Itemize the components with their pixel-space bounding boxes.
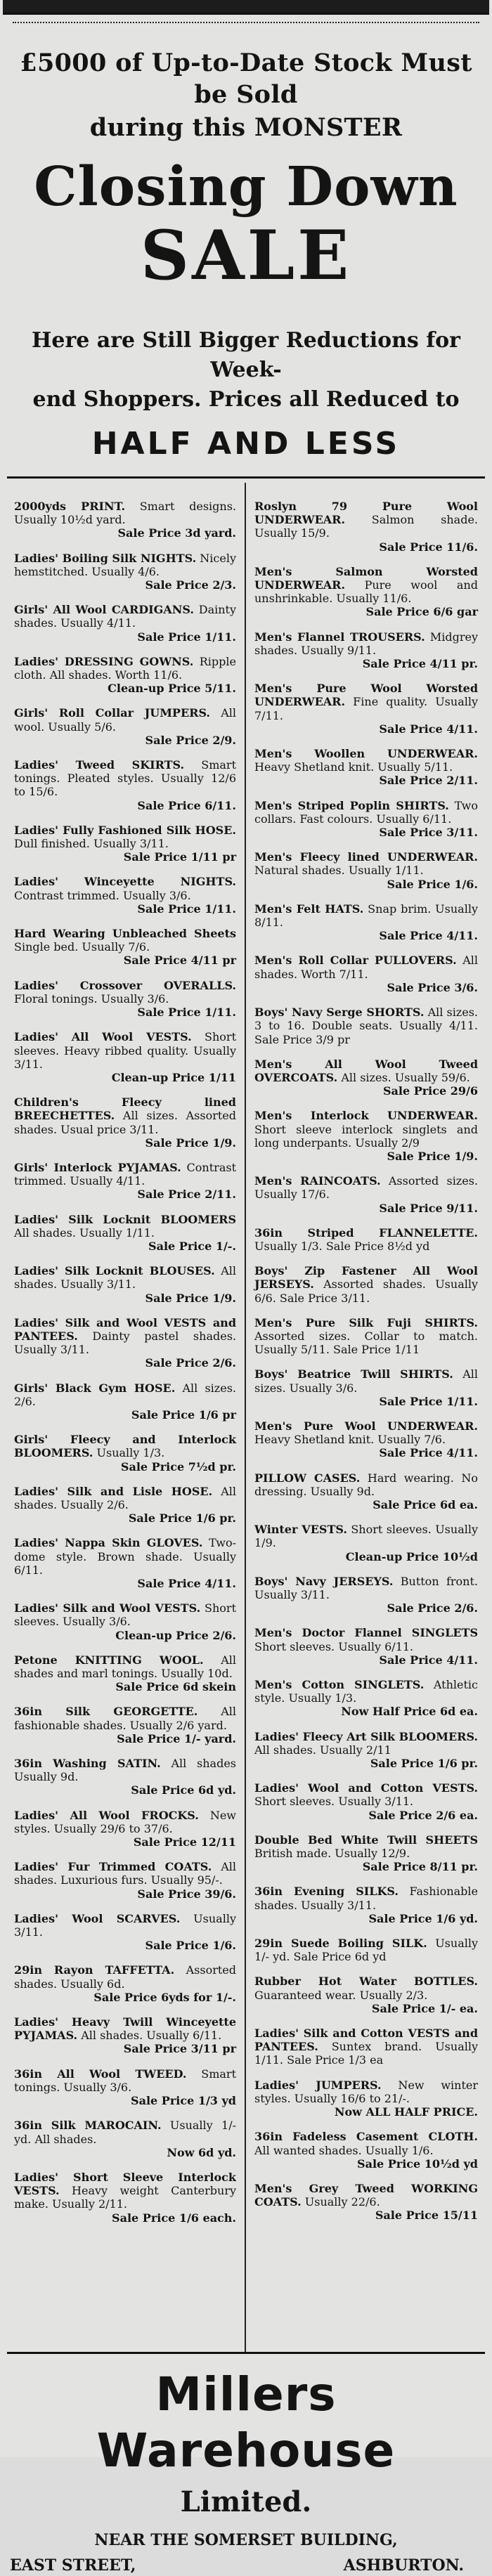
item-sale-price: Sale Price 4/11.: [379, 722, 478, 736]
item-sale-price: Sale Price 1/- yard.: [117, 1731, 236, 1745]
sale-item: [14, 1161, 236, 1202]
item-sale-price: Sale Price 3/6.: [387, 980, 478, 994]
sale-item: [254, 1626, 478, 1667]
item-description: All sizes. Assorted shades. Usual price 3/11.: [14, 1109, 236, 1136]
item-title: 36in Silk MAROCAIN.: [14, 2119, 162, 2133]
item-title: Ladies' Heavy Twill Winceyette PYJAMAS.: [14, 2015, 236, 2043]
item-description: Heavy Shetland knit. Usually 7/6.: [254, 1433, 446, 1447]
item-sale-price: Sale Price 1/11 pr: [123, 850, 236, 864]
item-description: All shades. Usually 3/11.: [14, 1264, 237, 1292]
item-title: Men's Felt HATS.: [254, 902, 364, 916]
item-sale-price: Sale Price 12/11: [133, 1835, 236, 1849]
item-sale-price: Sale Price 10½d yd: [357, 2157, 478, 2171]
item-title: Ladies' Nappa Skin GLOVES.: [14, 1536, 203, 1550]
sale-item: [14, 927, 236, 968]
item-sale-price: Sale Price 2/11.: [137, 1188, 236, 1202]
sale-item: [254, 1937, 478, 1963]
item-sale-price: Sale Price 1/-.: [148, 1239, 236, 1253]
sale-item: [14, 824, 236, 864]
item-sale-price: Sale Price 1/9.: [145, 1136, 236, 1150]
item-title: Children's Fleecy lined BREECHETTES.: [14, 1095, 236, 1123]
item-description: All sizes. 2/6.: [14, 1381, 236, 1408]
item-title: Girls' Interlock PYJAMAS.: [14, 1160, 181, 1174]
item-sale-price: Sale Price 1/- ea.: [371, 2001, 478, 2015]
top-ornament-rule: [13, 15, 479, 23]
item-title: Girls' Roll Collar JUMPERS.: [14, 706, 211, 720]
item-description: Fashionable shades. Usually 3/11.: [254, 1885, 478, 1912]
sale-item: [14, 1536, 236, 1590]
item-title: Ladies' Wool SCARVES.: [14, 1911, 181, 1925]
item-title: Men's Salmon Worsted UNDERWEAR.: [254, 564, 478, 592]
sale-item: [254, 682, 478, 736]
item-description: All sizes. Usually 3/6.: [254, 1367, 479, 1395]
item-sale-price: Sale Price 1/11.: [137, 1006, 236, 1020]
item-title: Ladies' Fleecy Art Silk BLOOMERS.: [254, 1729, 478, 1743]
item-description: Usually 1/3. Sale Price 8½d yd: [254, 1239, 430, 1253]
item-title: Men's Roll Collar PULLOVERS.: [254, 954, 457, 968]
item-description: Usually 1/- yd. Sale Price 6d yd: [254, 1937, 478, 1964]
item-description: Smart tonings. Usually 3/6.: [14, 2067, 237, 2094]
sale-item: [14, 552, 236, 592]
sale-item: [254, 1264, 478, 1305]
item-description: All fashionable shades. Usually 2/6 yard.: [14, 1705, 236, 1732]
item-title: Men's Flannel TROUSERS.: [254, 630, 425, 644]
item-sale-price: Sale Price 2/6 ea.: [368, 1808, 478, 1822]
item-description: Nicely hemstitched. Usually 4/6.: [14, 551, 236, 578]
item-sale-price: Sale Price 1/6 pr.: [128, 1511, 236, 1526]
sale-item: [254, 1419, 478, 1460]
item-description: Contrast trimmed. Usually 3/6.: [14, 888, 191, 902]
item-sale-price: Sale Price 2/11.: [379, 774, 478, 788]
item-title: Ladies' Silk and Lisle HOSE.: [14, 1484, 213, 1498]
item-description: Short sleeves. Usually 3/6.: [14, 1601, 236, 1629]
item-title: 29in Rayon TAFFETTA.: [14, 1963, 175, 1977]
item-sale-price: Sale Price 2/6.: [387, 1601, 478, 1615]
sale-item: [254, 1781, 478, 1822]
item-title: PILLOW CASES.: [254, 1471, 361, 1485]
item-sale-price: Sale Price 3/11.: [379, 826, 478, 840]
item-description: Usually 1/3.: [93, 1446, 165, 1460]
top-black-band: [3, 0, 489, 15]
item-title: Boys' Beatrice Twill SHIRTS.: [254, 1367, 453, 1381]
sale-item: [14, 706, 236, 747]
left-column: [6, 483, 246, 2352]
item-title: Men's Interlock UNDERWEAR.: [254, 1109, 478, 1123]
sale-item: [14, 655, 236, 696]
sale-item: [254, 500, 478, 554]
item-title: Men's Pure Wool Worsted UNDERWEAR.: [254, 682, 478, 709]
item-title: Ladies' Short Sleeve Interlock VESTS.: [14, 2170, 236, 2198]
item-title: Ladies' Crossover OVERALLS.: [14, 978, 236, 992]
item-description: Usually 3/11.: [14, 1911, 236, 1939]
sale-item: [254, 799, 478, 840]
item-description: Button front. Usually 3/11.: [254, 1574, 478, 1601]
item-sale-price: Sale Price 1/11.: [137, 630, 236, 644]
item-title: Ladies' All Wool FROCKS.: [14, 1808, 199, 1822]
item-title: Ladies' Silk Locknit BLOOMERS: [14, 1212, 236, 1226]
item-title: Ladies' Silk and Wool VESTS and PANTEES.: [14, 1315, 236, 1343]
headline-line-2: during this MONSTER: [89, 113, 403, 142]
item-title: Ladies' Fully Fashioned Silk HOSE.: [14, 823, 236, 837]
item-sale-price: Clean-up Price 5/11.: [108, 682, 236, 696]
item-title: Men's Pure Silk Fuji SHIRTS.: [254, 1315, 478, 1329]
item-sale-price: Now 6d yd.: [167, 2145, 236, 2159]
sale-item: [14, 1705, 236, 1745]
item-description: Assorted shades. Usually 6d.: [14, 1963, 237, 1991]
sale-item: [254, 1006, 478, 1046]
item-columns: [6, 483, 486, 2352]
item-description: Heavy Shetland knit. Usually 5/11.: [254, 760, 453, 774]
sale-item: [14, 2171, 236, 2225]
item-title: Girls' All Wool CARDIGANS.: [14, 603, 194, 617]
sale-item: [14, 2067, 236, 2108]
item-title: Men's Fleecy lined UNDERWEAR.: [254, 850, 478, 864]
headline-line-1: £5000 of Up-to-Date Stock Must be Sold: [20, 48, 472, 109]
item-description: Heavy weight Canterbury make. Usually 2/11.: [14, 2184, 236, 2211]
sale-item: [14, 1653, 236, 1694]
item-sale-price: Sale Price 9/11.: [379, 1201, 478, 1215]
sale-item: [254, 630, 478, 671]
item-title: Boys' Navy JERSEYS.: [254, 1574, 394, 1588]
item-title: Ladies' All Wool VESTS.: [14, 1030, 192, 1044]
item-description: Dainty shades. Usually 4/11.: [14, 603, 236, 630]
sale-item: [14, 1030, 236, 1084]
item-title: 36in Washing SATIN.: [14, 1757, 161, 1771]
item-sale-price: Sale Price 11/6.: [379, 540, 478, 554]
item-sale-price: Now Half Price 6d ea.: [341, 1705, 478, 1719]
sale-item: [254, 1885, 478, 1925]
item-description: Usually 1/- yd. All shades.: [14, 2119, 236, 2146]
item-description: Suntex brand. Usually 1/11. Sale Price 1/3 ea: [254, 2040, 478, 2067]
item-description: Usually 22/6.: [301, 2195, 380, 2209]
sale-item: [14, 500, 236, 540]
item-description: New styles. Usually 29/6 to 37/6.: [14, 1808, 236, 1835]
item-description: Two collars. Fast colours. Usually 6/11.: [254, 798, 479, 826]
item-sale-price: Sale Price 1/6 yd.: [368, 1911, 478, 1925]
item-sale-price: Sale Price 3/11 pr: [123, 2042, 236, 2056]
item-title: 2000yds PRINT.: [14, 500, 126, 513]
address-row: [10, 2555, 464, 2576]
item-description: Guaranteed wear. Usually 2/3.: [254, 1988, 428, 2002]
item-sale-price: Sale Price 1/11.: [137, 902, 236, 916]
item-title: Girls' Black Gym HOSE.: [14, 1381, 176, 1395]
footer-divider: [7, 2352, 485, 2354]
item-sale-price: Clean-up Price 2/6.: [115, 1628, 236, 1642]
item-description: All shades. Usually 6/11.: [77, 2029, 222, 2043]
sale-item: [254, 2182, 478, 2223]
half-and-less-banner: HALF AND LESS: [91, 426, 401, 462]
item-sale-price: Sale Price 4/11.: [379, 929, 478, 943]
sale-item: [254, 850, 478, 891]
firm-limited: Limited.: [180, 2485, 312, 2518]
item-description: Short sleeves. Usually 3/11.: [254, 1795, 414, 1809]
item-title: Ladies' JUMPERS.: [254, 2078, 382, 2092]
item-title: Ladies' Silk and Wool VESTS.: [14, 1601, 201, 1615]
item-description: Short sleeves. Usually 6/11.: [254, 1639, 414, 1653]
sale-item: [14, 2015, 236, 2056]
sale-item: [14, 1381, 236, 1422]
sale-item: [14, 1912, 236, 1953]
item-title: Ladies' Wool and Cotton VESTS.: [254, 1781, 478, 1795]
sale-item: [254, 2079, 478, 2119]
sale-item: [254, 1109, 478, 1163]
item-description: Assorted sizes. Usually 17/6.: [254, 1174, 479, 1202]
item-sale-price: Sale Price 7½d pr.: [120, 1459, 236, 1474]
sale-item: [254, 902, 478, 943]
item-description: Short sleeves. Heavy ribbed quality. Usually 3/11.: [14, 1030, 236, 1071]
sale-item: [14, 1433, 236, 1474]
item-sale-price: Sale Price 15/11: [375, 2209, 478, 2223]
item-title: 36in Evening SILKS.: [254, 1885, 399, 1899]
item-title: Roslyn 79 Pure Wool UNDERWEAR.: [254, 500, 478, 527]
item-title: Men's Pure Wool UNDERWEAR.: [254, 1419, 478, 1433]
item-sale-price: Sale Price 6d ea.: [373, 1497, 478, 1511]
sale-item: [254, 1730, 478, 1771]
item-description: Short sleeves. Usually 1/9.: [254, 1523, 478, 1550]
item-description: Two-dome style. Brown shade. Usually 6/11.: [14, 1536, 237, 1577]
header-divider: [7, 476, 485, 479]
firm-name: Millers Warehouse: [96, 2367, 396, 2478]
item-description: All shades. Usually 1/11.: [14, 1225, 155, 1240]
sale-item: [14, 979, 236, 1020]
item-description: All shades and marl tonings. Usually 10d.: [14, 1653, 236, 1681]
right-column: [246, 483, 486, 2352]
sale-item: [254, 1367, 478, 1408]
item-description: All shades. Worth 7/11.: [254, 954, 479, 981]
sale-item: [254, 2130, 478, 2171]
sale-item: [14, 1095, 236, 1150]
sale-item: [254, 1174, 478, 1215]
item-title: Men's Grey Tweed WORKING COATS.: [254, 2181, 478, 2209]
item-description: British made. Usually 12/9.: [254, 1847, 410, 1861]
item-sale-price: Sale Price 6d yd.: [131, 1783, 236, 1797]
sale-item: [14, 1963, 236, 2004]
item-description: All sizes. Usually 59/6.: [337, 1070, 470, 1084]
subheading-line-2: end Shoppers. Prices all Reduced to: [32, 387, 460, 412]
item-description: Snap brim. Usually 8/11.: [254, 902, 478, 930]
item-sale-price: Sale Price 2/6.: [145, 1356, 236, 1370]
item-description: All wanted shades. Usually 1/6.: [254, 2143, 434, 2157]
sale-item: [254, 565, 478, 619]
item-sale-price: Sale Price 3d yard.: [117, 526, 236, 540]
sale-item: [14, 1213, 236, 1254]
address-street: EAST STREET,: [10, 2556, 136, 2575]
sale-item: [14, 1757, 236, 1797]
item-sale-price: Sale Price 4/11 pr.: [362, 657, 478, 671]
item-description: Assorted sizes. Collar to match. Usually 5/11. Sale Price 1/11: [254, 1329, 478, 1357]
item-sale-price: Sale Price 39/6.: [137, 1887, 236, 1901]
item-title: 36in Fadeless Casement CLOTH.: [254, 2130, 478, 2144]
item-sale-price: Sale Price 1/11.: [379, 1394, 478, 1408]
sale-item: [254, 2027, 478, 2067]
sale-item: [14, 603, 236, 644]
item-sale-price: Sale Price 1/9.: [387, 1149, 478, 1163]
item-title: Ladies' Silk Locknit BLOUSES.: [14, 1264, 215, 1278]
item-title: Petone KNITTING WOOL.: [14, 1653, 204, 1667]
sale-item: [254, 1575, 478, 1615]
item-title: 36in Striped FLANNELETTE.: [254, 1225, 478, 1240]
sale-item: [254, 1471, 478, 1512]
item-sale-price: Sale Price 6d skein: [115, 1680, 236, 1694]
item-description: Pure wool and unshrinkable. Usually 11/6.: [254, 578, 478, 606]
item-sale-price: Sale Price 1/6 pr.: [370, 1757, 478, 1771]
sale-item: [14, 1316, 236, 1370]
item-description: Short sleeve interlock singlets and long underpants. Usually 2/9: [254, 1122, 478, 1150]
sale-item: [14, 1809, 236, 1849]
sale-item: [254, 1678, 478, 1719]
item-description: Midgrey shades. Usually 9/11.: [254, 630, 479, 657]
item-description: Salmon shade. Usually 15/9.: [254, 513, 478, 540]
item-sale-price: Sale Price 2/9.: [145, 733, 236, 747]
item-description: All wool. Usually 5/6.: [14, 706, 237, 734]
item-sale-price: Sale Price 6yds for 1/-.: [93, 1990, 236, 2004]
item-description: New winter styles. Usually 16/6 to 21/-.: [254, 2078, 479, 2105]
item-description: All shades Usually 9d.: [14, 1757, 236, 1784]
item-sale-price: Sale Price 4/11.: [379, 1653, 478, 1667]
sale-item: [254, 1226, 478, 1253]
item-sale-price: Sale Price 2/3.: [145, 578, 236, 592]
sale-item: [14, 758, 236, 812]
item-title: Men's Cotton SINGLETS.: [254, 1678, 425, 1692]
item-title: Men's Woollen UNDERWEAR.: [254, 747, 478, 761]
address-near: NEAR THE SOMERSET BUILDING,: [94, 2531, 398, 2549]
item-title: Ladies' Winceyette NIGHTS.: [14, 875, 236, 889]
item-description: All shades. Luxurious furs. Usually 95/-.: [14, 1860, 237, 1887]
item-description: All shades. Usually 2/11: [254, 1743, 391, 1757]
item-description: Contrast trimmed. Usually 4/11.: [14, 1160, 236, 1188]
sale-item: [14, 1264, 236, 1305]
item-description: Assorted shades. Usually 6/6. Sale Price 3/11.: [254, 1277, 478, 1305]
item-description: Hard wearing. No dressing. Usually 9d.: [254, 1471, 479, 1498]
sale-item: [254, 1058, 478, 1098]
sale-item: [254, 1316, 478, 1357]
item-title: Ladies' Boiling Silk NIGHTS.: [14, 551, 197, 565]
item-description: Floral tonings. Usually 3/6.: [14, 991, 169, 1006]
item-sale-price: Sale Price 1/3 yd: [131, 2094, 236, 2108]
item-title: Boys' Navy Serge SHORTS.: [254, 1006, 425, 1020]
address-town: ASHBURTON.: [343, 2556, 464, 2575]
item-title: 29in Suede Boiling SILK.: [254, 1937, 427, 1951]
sale-title: SALE: [140, 216, 352, 295]
item-sale-price: Sale Price 1/6.: [387, 877, 478, 891]
item-description: Single bed. Usually 7/6.: [14, 940, 150, 954]
item-sale-price: Sale Price 8/11 pr.: [362, 1860, 478, 1874]
sale-item: [14, 2119, 236, 2159]
item-sale-price: Sale Price 4/11 pr: [123, 954, 236, 968]
item-title: Ladies' DRESSING GOWNS.: [14, 654, 194, 668]
item-sale-price: Sale Price 6/6 gar: [365, 605, 478, 619]
item-title: Double Bed White Twill SHEETS: [254, 1833, 478, 1847]
item-sale-price: Sale Price 4/11.: [379, 1446, 478, 1460]
item-description: Smart designs. Usually 10½d yard.: [14, 500, 236, 527]
item-title: Men's Doctor Flannel SINGLETS: [254, 1626, 478, 1640]
item-description: Dainty pastel shades. Usually 3/11.: [14, 1329, 236, 1357]
item-description: All sizes. 3 to 16. Double seats. Usually 4/11. Sale Price 3/9 pr: [254, 1006, 479, 1046]
sale-item: [14, 875, 236, 916]
item-title: Men's All Wool Tweed OVERCOATS.: [254, 1057, 478, 1084]
item-sale-price: Clean-up Price 1/11: [111, 1070, 236, 1084]
sale-item: [14, 1860, 236, 1901]
item-description: Dull finished. Usually 3/11.: [14, 837, 169, 851]
item-description: Fine quality. Usually 7/11.: [254, 695, 478, 722]
item-description: Natural shades. Usually 1/11.: [254, 864, 424, 878]
item-title: 36in Silk GEORGETTE.: [14, 1705, 198, 1719]
item-sale-price: Sale Price 1/9.: [145, 1291, 236, 1305]
sale-item: [14, 1485, 236, 1526]
item-title: Boys' Zip Fastener All Wool JERSEYS.: [254, 1264, 478, 1292]
item-description: Athletic style. Usually 1/3.: [254, 1678, 479, 1705]
item-title: Rubber Hot Water BOTTLES.: [254, 1975, 478, 1989]
item-sale-price: Now ALL HALF PRICE.: [334, 2105, 478, 2119]
item-description: Smart tonings. Pleated styles. Usually 12/6 to 15/6.: [14, 758, 236, 799]
item-sale-price: Sale Price 1/6 each.: [112, 2211, 236, 2225]
sale-item: [254, 1975, 478, 2015]
sale-item: [254, 747, 478, 788]
item-title: Ladies' Tweed SKIRTS.: [14, 758, 185, 772]
item-title: Ladies' Silk and Cotton VESTS and PANTEES.: [254, 2027, 478, 2054]
item-sale-price: Sale Price 6/11.: [137, 798, 236, 812]
item-title: 36in All Wool TWEED.: [14, 2067, 187, 2081]
sale-item: [254, 1833, 478, 1874]
sale-item: [254, 954, 478, 994]
item-description: All shades. Usually 2/6.: [14, 1484, 236, 1511]
item-description: Ripple cloth. All shades. Worth 11/6.: [14, 654, 236, 682]
sale-item: [254, 1523, 478, 1563]
item-sale-price: Clean-up Price 10½d: [345, 1549, 478, 1563]
item-title: Winter VESTS.: [254, 1523, 347, 1537]
item-sale-price: Sale Price 4/11.: [137, 1577, 236, 1590]
item-sale-price: Sale Price 29/6: [382, 1084, 478, 1098]
item-title: Men's Striped Poplin SHIRTS.: [254, 798, 449, 812]
item-sale-price: Sale Price 1/6.: [145, 1939, 236, 1953]
item-title: Girls' Fleecy and Interlock BLOOMERS.: [14, 1433, 236, 1460]
sale-item: [14, 1601, 236, 1642]
item-title: Men's RAINCOATS.: [254, 1174, 381, 1188]
item-title: Hard Wearing Unbleached Sheets: [14, 927, 236, 941]
item-sale-price: Sale Price 1/6 pr: [131, 1407, 236, 1422]
subheading-line-1: Here are Still Bigger Reductions for Week-: [32, 328, 460, 382]
item-title: Ladies' Fur Trimmed COATS.: [14, 1860, 212, 1874]
closing-down-title: Closing Down: [34, 155, 458, 219]
